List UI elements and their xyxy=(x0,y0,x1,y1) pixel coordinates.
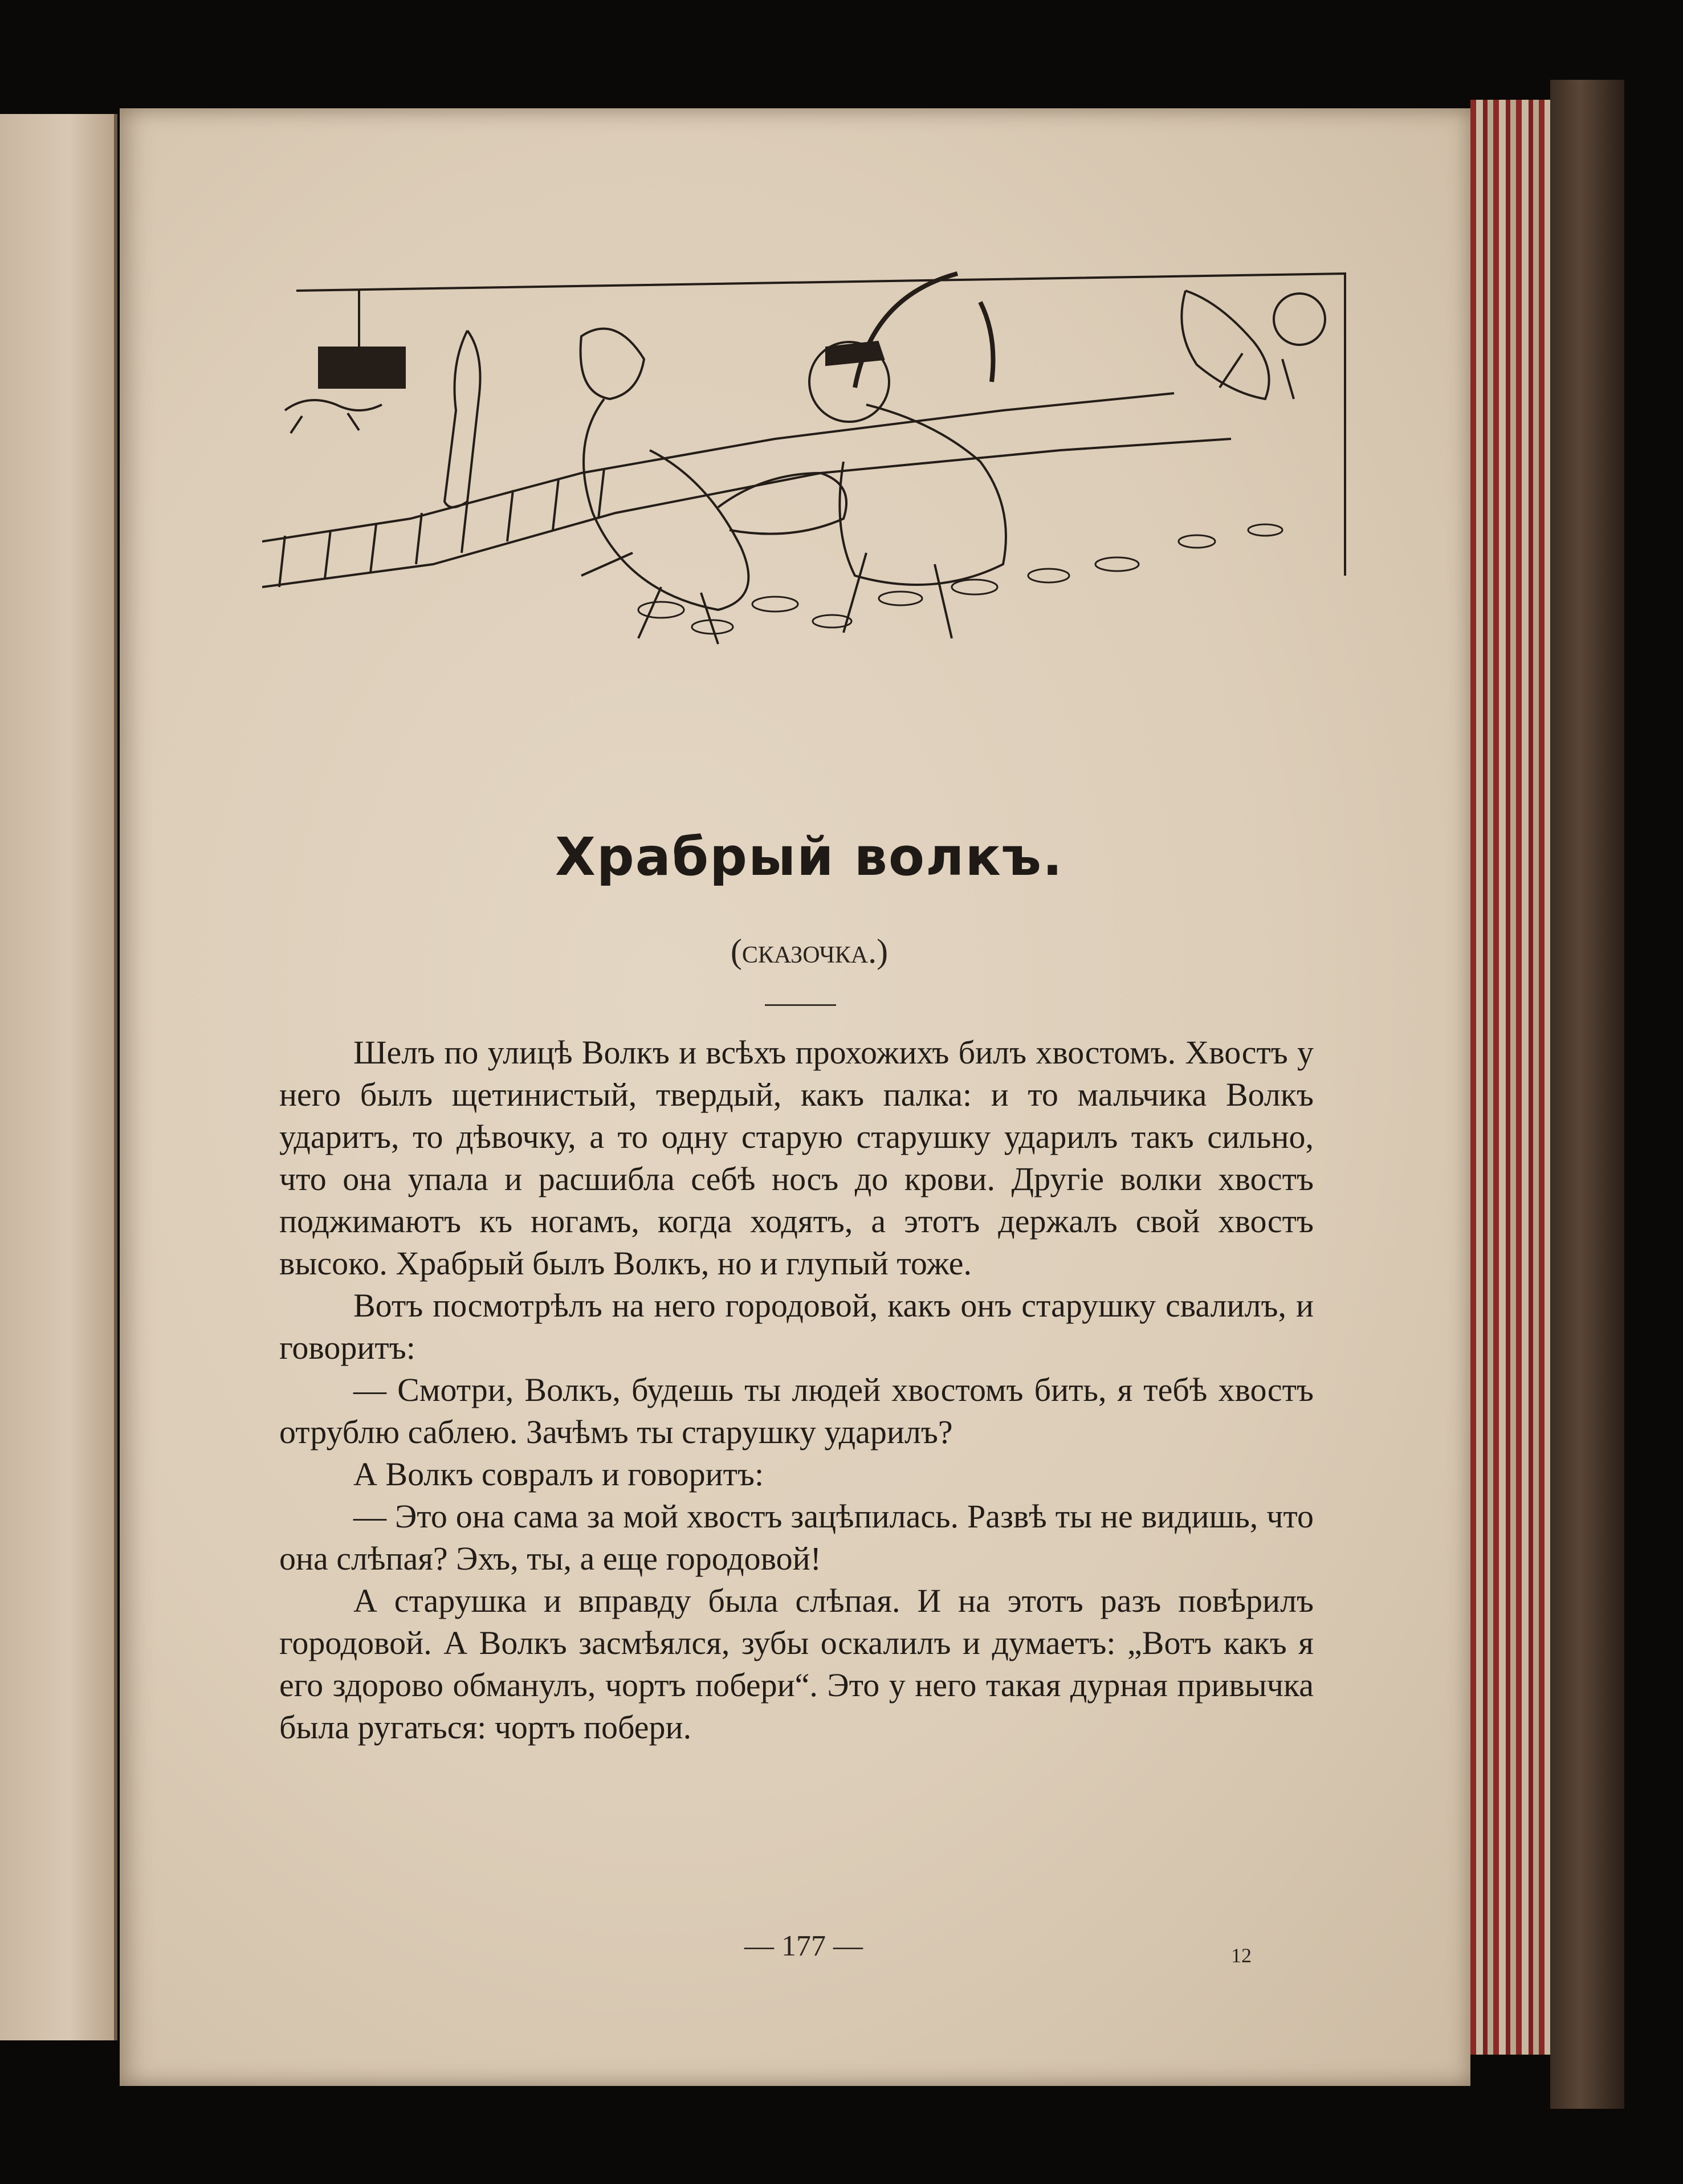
story-paragraph: — Это она сама за мой хвостъ зацѣпилась. Развѣ ты не видишь, что она слѣпая? Эхъ, ты, а еще городовой! xyxy=(279,1498,1314,1577)
book-cover-edge xyxy=(1550,80,1624,2109)
story-paragraph: Шелъ по улицѣ Волкъ и всѣхъ прохожихъ билъ хвостомъ. Хвостъ у него былъ щетинистый, твердый, какъ палка: и то мальчика Волкъ ударитъ, то дѣвочку, а то одну старую старушку ударилъ такъ сильно, что она упала и расшибла себѣ носъ до крови. Другіе волки хвостъ поджимаютъ къ ногамъ, когда ходятъ, а этотъ держалъ свой хвостъ высоко. Храбрый былъ Волкъ, но и глупый тоже. xyxy=(279,1034,1314,1282)
story-title: Храбрый волкъ. xyxy=(555,826,1063,887)
story-text xyxy=(279,1032,1314,1749)
story-paragraph: — Смотри, Волкъ, будешь ты людей хвостомъ бить, я тебѣ хвостъ отрублю саблею. Зачѣмъ ты старушку ударилъ? xyxy=(279,1371,1314,1450)
page-number: — 177 — xyxy=(744,1930,863,1962)
story-subtitle: (сказочка.) xyxy=(730,932,889,970)
story-illustration xyxy=(262,268,1356,661)
title-divider xyxy=(765,1004,836,1006)
left-page-edge xyxy=(0,114,117,2040)
page-stack-edges xyxy=(1470,100,1550,2055)
story-paragraph: А старушка и вправду была слѣпая. И на этотъ разъ повѣрилъ городовой. А Волкъ засмѣялся, зубы оскалилъ и думаетъ: „Вотъ какъ я его здорово обманулъ, чортъ побери“. Это у него такая дурная привычка была ругаться: чортъ побери. xyxy=(279,1582,1314,1746)
signature-mark: 12 xyxy=(1231,1944,1252,1967)
story-paragraph: Вотъ посмотрѣлъ на него городовой, какъ онъ старушку свалилъ, и говоритъ: xyxy=(279,1287,1314,1366)
story-paragraph: А Волкъ совралъ и говоритъ: xyxy=(353,1456,764,1493)
